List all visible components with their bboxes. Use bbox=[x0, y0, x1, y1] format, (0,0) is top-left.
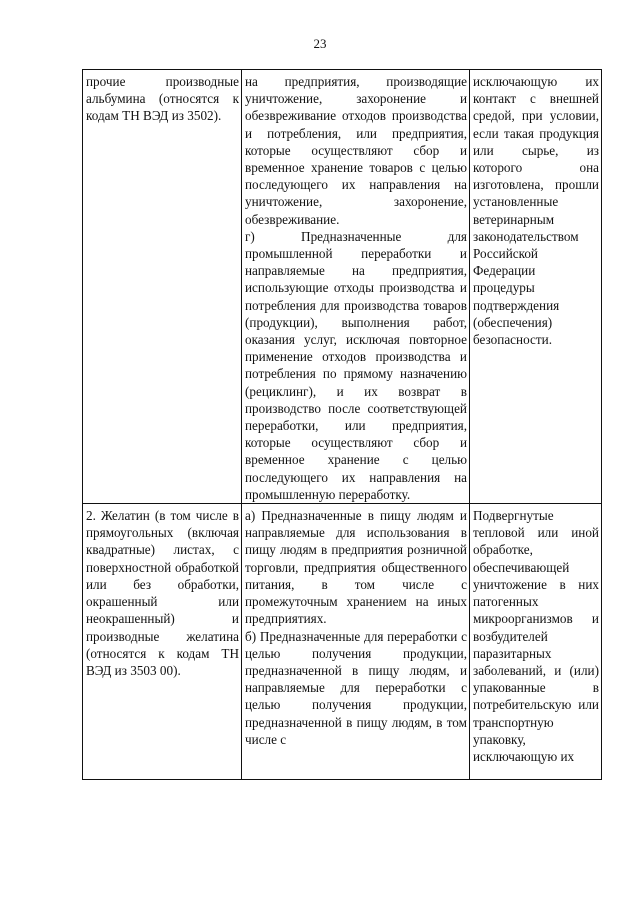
product-cell bbox=[83, 70, 242, 504]
page-number: 23 bbox=[313, 36, 327, 51]
product-cell bbox=[83, 504, 242, 780]
condition-cell bbox=[470, 70, 602, 504]
purpose-text-a: а) Предназначенные в пищу людям и направляемые для использования в пищу людям в предприятия розничной торговли, предприятия общественного питания, в том числе с промежуточным хранением на иных предприятиях. bbox=[245, 508, 467, 627]
condition-cell bbox=[470, 504, 602, 780]
product-text: 2. Желатин (в том числе в прямоугольных (включая квадратные) листах, с поверхностной обработкой или без обработки, окрашенный или неокрашенный) и производные желатина (относятся к кодам ТН ВЭД из 3503 00). bbox=[86, 508, 239, 678]
product-text: прочие производные альбумина (относятся к кодам ТН ВЭД из 3502). bbox=[86, 74, 239, 124]
table-row bbox=[83, 70, 602, 504]
condition-text: исключающую их контакт с внешней средой, при условии, если такая продукция или сырье, из которого она изготовлена, прошли установленные ветеринарным законодательством Российской Федерации процедуры подтверждения (обеспечения) безопасности. bbox=[473, 74, 599, 348]
purpose-text-b: г) Предназначенные для промышленной переработки и направляемые на предприятия, использующие отходы производства и потребления для производства товаров (продукции), выполнения работ, оказания услуг, исключая повторное применение отходов производства и потребления по прямому назначению (рециклинг), и их возврат в производство после соответствующей переработки, или предприятия, которые осуществляют сбор и временное хранение с целью последующего их направления на промышленную переработку. bbox=[245, 228, 467, 502]
purpose-text-b: б) Предназначенные для переработки с целью получения продукции, предназначенной в пищу людям, и направляемые для переработки с целью получения продукции, предназначенной в пищу людям, в том числе с bbox=[245, 628, 467, 747]
purpose-cell bbox=[242, 70, 470, 504]
condition-text: Подвергнутые тепловой или иной обработке, обеспечивающей уничтожение в них патогенных микроорганизмов и возбудителей паразитарных заболеваний, и (или) упакованные в потребительскую или транспортную упаковку, исключающую их bbox=[473, 508, 599, 764]
requirements-table bbox=[82, 69, 602, 780]
table-row bbox=[83, 504, 602, 780]
purpose-cell bbox=[242, 504, 470, 780]
purpose-text-a: на предприятия, производящие уничтожение, захоронение и обезвреживание отходов производства и потребления, или предприятия, которые осуществляют сбор и временное хранение товаров с целью последующего их направления на уничтожение, захоронение, обезвреживание. bbox=[245, 74, 467, 227]
